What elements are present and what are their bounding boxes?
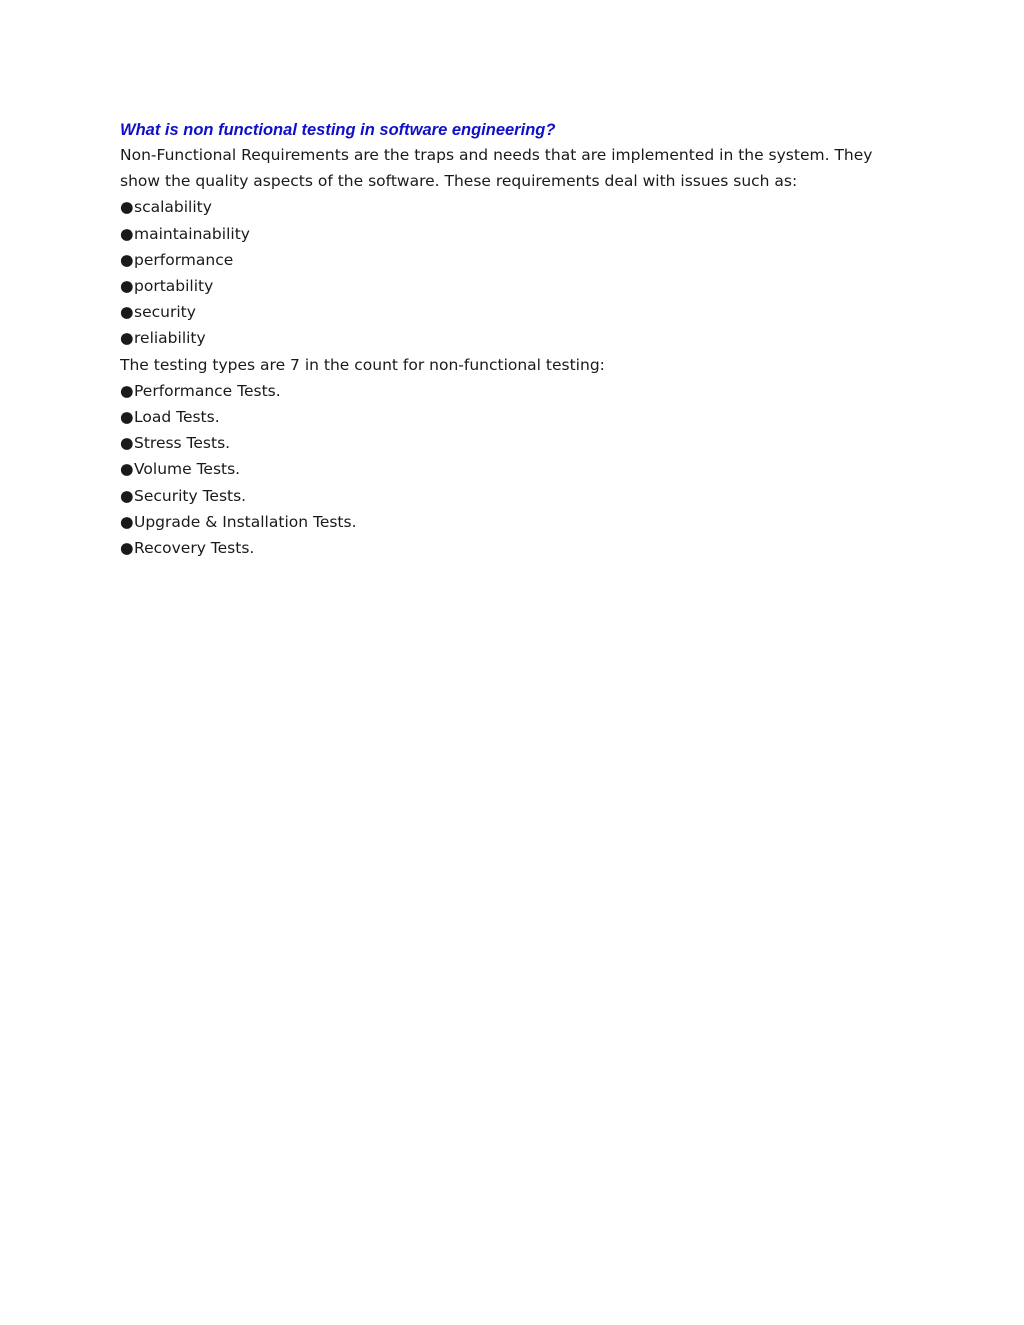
list-item [120, 378, 900, 404]
testing-types-intro: The testing types are 7 in the count for non-functional testing: [120, 355, 605, 374]
bullet-icon: ● [120, 408, 134, 427]
bullet-icon: ● [120, 539, 134, 558]
list-item [120, 299, 900, 325]
list-item-text: Load Tests. [134, 408, 220, 427]
list-item [120, 404, 900, 430]
list-item-text: Recovery Tests. [134, 539, 255, 558]
list-item-text: portability [134, 277, 214, 296]
list-item [120, 509, 900, 535]
list-item [120, 247, 900, 273]
list-item-text: performance [134, 250, 234, 269]
list-item-text: Upgrade & Installation Tests. [134, 512, 357, 531]
list-item [120, 221, 900, 247]
bullet-icon: ● [120, 277, 134, 296]
list-item [120, 535, 900, 561]
intro-paragraph: Non-Functional Requirements are the traps and needs that are implemented in the system. They show the quality aspects of the software. These requirements deal with issues such as: [120, 146, 873, 191]
list-item-text: security [134, 303, 196, 322]
list-item [120, 325, 900, 351]
list-item [120, 194, 900, 220]
list-item-text: Security Tests. [134, 486, 247, 505]
list-item-text: Performance Tests. [134, 381, 281, 400]
list-item-text: scalability [134, 198, 212, 217]
bullet-icon: ● [120, 460, 134, 479]
list-item-text: Volume Tests. [134, 460, 241, 479]
list-item [120, 273, 900, 299]
bullet-icon: ● [120, 381, 134, 400]
list-item [120, 483, 900, 509]
bullet-icon: ● [120, 434, 134, 453]
list-item-text: maintainability [134, 224, 250, 243]
bullet-icon: ● [120, 303, 134, 322]
bullet-icon: ● [120, 486, 134, 505]
bullet-icon: ● [120, 224, 134, 243]
bullet-icon: ● [120, 329, 134, 348]
document-heading: What is non functional testing in software engineering? [120, 121, 556, 139]
bullet-icon: ● [120, 250, 134, 269]
bullet-icon: ● [120, 512, 134, 531]
quality-aspects-list [120, 194, 900, 351]
list-item-text: Stress Tests. [134, 434, 231, 453]
testing-types-list [120, 378, 900, 561]
bullet-icon: ● [120, 198, 134, 217]
list-item [120, 456, 900, 482]
list-item [120, 430, 900, 456]
list-item-text: reliability [134, 329, 206, 348]
document-page [120, 119, 900, 561]
